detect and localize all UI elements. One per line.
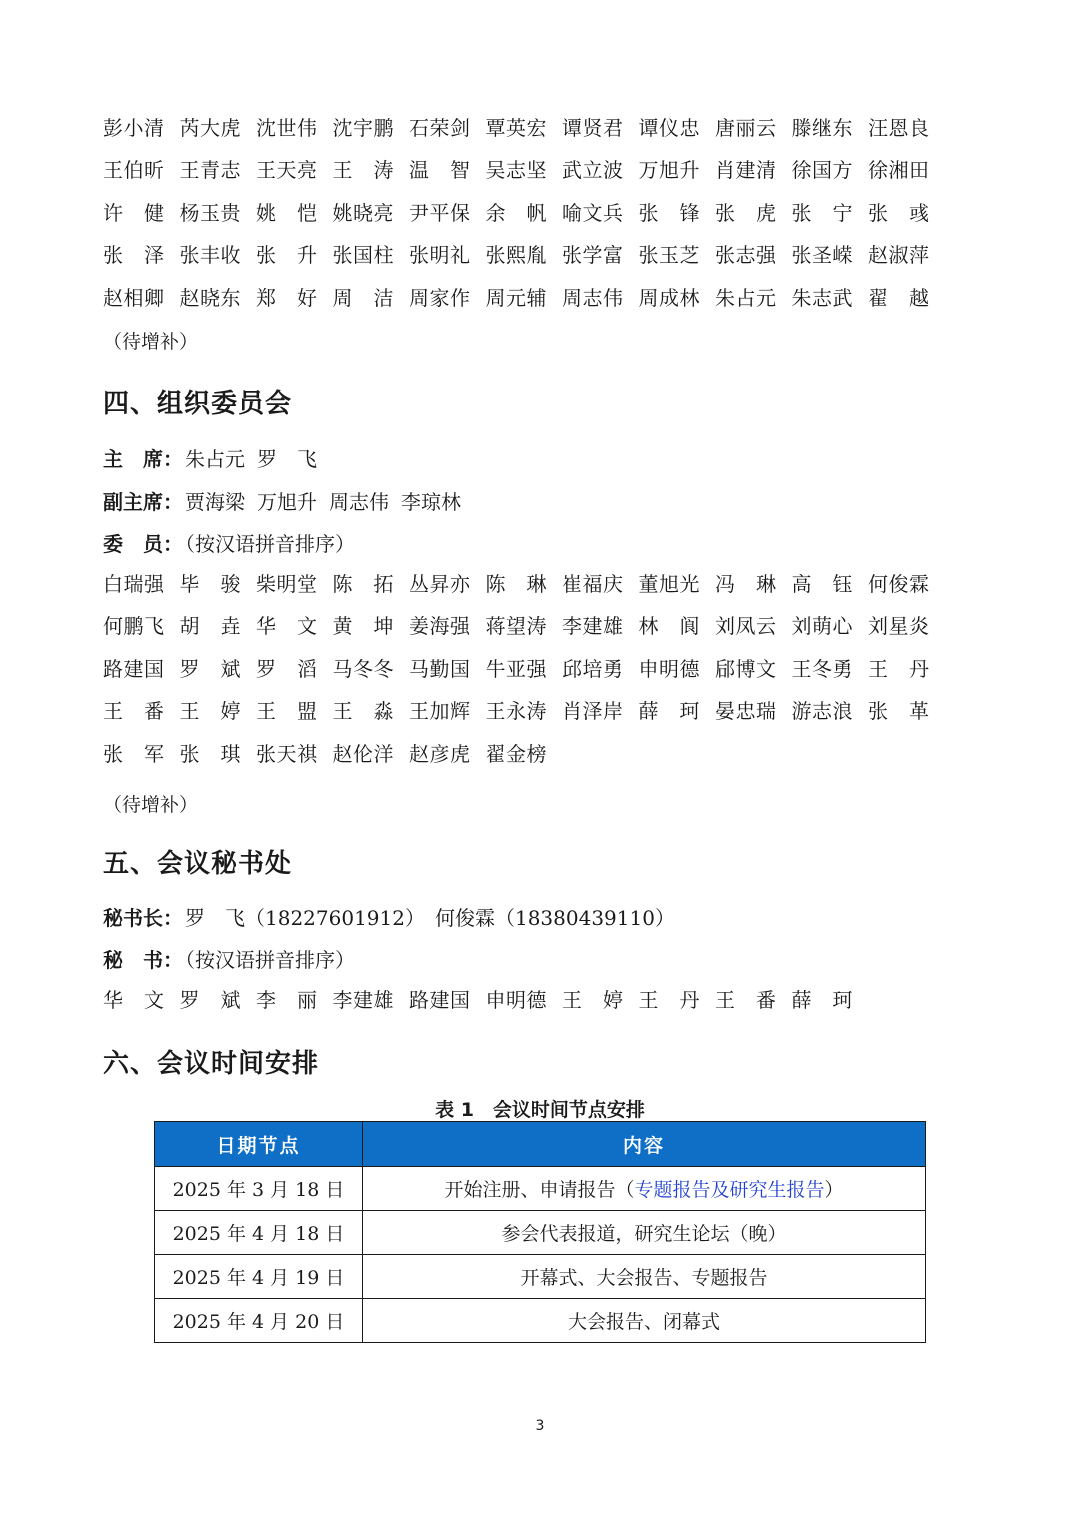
table-header-row xyxy=(155,1122,926,1167)
person-name: 晏忠瑞 xyxy=(715,699,777,724)
content-text: 大会报告、闭幕式 xyxy=(567,1311,720,1333)
person-name: 张 升 xyxy=(256,243,318,268)
person-name: 赵彦虎 xyxy=(409,741,471,766)
person-name: 朱占元 xyxy=(715,285,777,310)
person-name: 林 阆 xyxy=(638,614,700,639)
person-name: 张 宁 xyxy=(791,200,853,225)
person-name: 王伯昕 xyxy=(103,158,165,183)
date-cell: 2025 年 4 月 19 日 xyxy=(155,1255,363,1299)
schedule-table xyxy=(154,1121,926,1343)
person-name: 柴明堂 xyxy=(256,571,318,596)
person-name: 彭小清 xyxy=(103,115,165,140)
content-text: 开幕式、大会报告、专题报告 xyxy=(520,1267,768,1289)
person-name: 罗 斌 xyxy=(179,987,241,1012)
person-name: 许 健 xyxy=(103,200,165,225)
person-name: 赵相卿 xyxy=(103,285,165,310)
person-name: 王 丹 xyxy=(868,656,930,681)
person-name: 张 革 xyxy=(868,699,930,724)
committee-pending-note: （待增补） xyxy=(103,331,199,353)
person-name: 刘星炎 xyxy=(868,614,930,639)
person-name: 赵晓东 xyxy=(179,285,241,310)
person-name: 张 军 xyxy=(103,741,165,766)
person-name: 芮大虎 xyxy=(179,115,241,140)
person-name: 周元辅 xyxy=(485,285,547,310)
name-row xyxy=(103,148,933,191)
person-name: 崔福庆 xyxy=(562,571,624,596)
section-heading-schedule: 六、会议时间安排 xyxy=(103,1049,320,1079)
person-name: 申明德 xyxy=(638,656,700,681)
person-name: 肖泽岸 xyxy=(562,699,624,724)
person-name: 王 涛 xyxy=(332,158,394,183)
person-name: 翟 越 xyxy=(868,285,930,310)
person-name: 万旭升 xyxy=(638,158,700,183)
name-row xyxy=(103,275,933,318)
person-name: 王冬勇 xyxy=(791,656,853,681)
person-name: 王 丹 xyxy=(638,987,700,1012)
person-name: 高 钰 xyxy=(791,571,853,596)
committee-name-list xyxy=(103,105,933,318)
date-cell: 2025 年 3 月 18 日 xyxy=(155,1167,363,1211)
secretary-name-list xyxy=(103,977,933,1020)
content-text: 参会代表报道，研究生论坛（晚） xyxy=(501,1223,787,1245)
person-name: 王 番 xyxy=(715,987,777,1012)
person-name: 刘萌心 xyxy=(791,614,853,639)
person-name: 冯 琳 xyxy=(715,571,777,596)
person-name: 谭仪忠 xyxy=(638,115,700,140)
person-name: 张玉芝 xyxy=(638,243,700,268)
person-name: 武立波 xyxy=(562,158,624,183)
column-header-date: 日期节点 xyxy=(155,1122,363,1167)
person-name: 张 琪 xyxy=(179,741,241,766)
person-name: 张圣嵘 xyxy=(791,243,853,268)
person-name: 游志浪 xyxy=(791,699,853,724)
member-name-list xyxy=(103,561,933,774)
name-row xyxy=(103,561,933,604)
person-name: 赵伦洋 xyxy=(332,741,394,766)
person-name: 覃英宏 xyxy=(485,115,547,140)
person-name: 牛亚强 xyxy=(485,656,547,681)
secretary-sort-note: （按汉语拼音排序） xyxy=(185,948,355,972)
person-name: 张国柱 xyxy=(332,243,394,268)
person-name: 路建国 xyxy=(103,656,165,681)
person-name: 周志伟 xyxy=(562,285,624,310)
content-text: 开始注册、申请报告（ xyxy=(444,1179,635,1201)
secretary-general-line xyxy=(103,902,675,931)
person-name: 罗 滔 xyxy=(256,656,318,681)
person-name: 石荣剑 xyxy=(409,115,471,140)
person-name: 丛昇亦 xyxy=(409,571,471,596)
person-name: 李琼林 xyxy=(401,490,461,514)
person-name: 毕 骏 xyxy=(179,571,241,596)
name-row xyxy=(103,977,933,1020)
table-caption: 表 1 会议时间节点安排 xyxy=(435,1099,645,1121)
person-name: 姚晓亮 xyxy=(332,200,394,225)
section-heading-secretariat: 五、会议秘书处 xyxy=(103,849,293,879)
person-name: 罗 斌 xyxy=(179,656,241,681)
person-name: 张学富 xyxy=(562,243,624,268)
vice-chair-names xyxy=(185,490,473,514)
person-name: 沈世伟 xyxy=(256,115,318,140)
person-name: 胡 垚 xyxy=(179,614,241,639)
person-name: 王 婷 xyxy=(562,987,624,1012)
chair-label: 主 席： xyxy=(103,447,183,471)
person-name: 白瑞强 xyxy=(103,571,165,596)
secretary-general-contacts: 罗 飞（18227601912） 何俊霖（18380439110） xyxy=(185,906,675,930)
person-name: 沈宇鹏 xyxy=(332,115,394,140)
person-name: 邱培勇 xyxy=(562,656,624,681)
person-name: 朱占元 xyxy=(185,447,245,471)
person-name: 姚 恺 xyxy=(256,200,318,225)
person-name: 蒋望涛 xyxy=(485,614,547,639)
person-name: 喻文兵 xyxy=(562,200,624,225)
table-row xyxy=(155,1255,926,1299)
member-line xyxy=(103,528,355,557)
name-row xyxy=(103,689,933,732)
member-pending-note: （待增补） xyxy=(103,794,199,816)
person-name: 张明礼 xyxy=(409,243,471,268)
vice-chair-label: 副主席： xyxy=(103,490,183,514)
person-name: 姜海强 xyxy=(409,614,471,639)
secretary-line xyxy=(103,944,355,973)
person-name: 尹平保 xyxy=(409,200,471,225)
person-name: 黄 坤 xyxy=(332,614,394,639)
secretary-label: 秘 书： xyxy=(103,948,183,972)
person-name: 万旭升 xyxy=(257,490,317,514)
content-cell xyxy=(363,1255,926,1299)
person-name: 张 彧 xyxy=(868,200,930,225)
person-name: 李建雄 xyxy=(562,614,624,639)
vice-chair-line xyxy=(103,486,473,515)
person-name: 路建国 xyxy=(409,987,471,1012)
person-name: 杨玉贵 xyxy=(179,200,241,225)
person-name: 王天亮 xyxy=(256,158,318,183)
person-name: 何俊霖 xyxy=(868,571,930,596)
person-name: 朱志武 xyxy=(791,285,853,310)
person-name: 华 文 xyxy=(103,987,165,1012)
person-name: 张熙胤 xyxy=(485,243,547,268)
secretary-general-label: 秘书长： xyxy=(103,906,183,930)
person-name: 周成林 xyxy=(638,285,700,310)
person-name: 张志强 xyxy=(715,243,777,268)
person-name: 李建雄 xyxy=(332,987,394,1012)
person-name: 王 番 xyxy=(103,699,165,724)
person-name: 申明德 xyxy=(485,987,547,1012)
table-row xyxy=(155,1211,926,1255)
person-name: 华 文 xyxy=(256,614,318,639)
person-name: 张 锋 xyxy=(638,200,700,225)
date-cell: 2025 年 4 月 18 日 xyxy=(155,1211,363,1255)
person-name: 吴志坚 xyxy=(485,158,547,183)
table-row xyxy=(155,1167,926,1211)
person-name: 张 泽 xyxy=(103,243,165,268)
person-name: 唐丽云 xyxy=(715,115,777,140)
person-name: 周家作 xyxy=(409,285,471,310)
person-name: 陈 琳 xyxy=(485,571,547,596)
person-name: 张天祺 xyxy=(256,741,318,766)
person-name: 滕继东 xyxy=(791,115,853,140)
name-row xyxy=(103,731,933,774)
person-name: 薛 珂 xyxy=(638,699,700,724)
person-name: 温 智 xyxy=(409,158,471,183)
person-name: 王加辉 xyxy=(409,699,471,724)
person-name: 周 洁 xyxy=(332,285,394,310)
person-name: 王 盟 xyxy=(256,699,318,724)
chair-names xyxy=(185,447,329,471)
section-heading-organizing-committee: 四、组织委员会 xyxy=(103,389,293,419)
person-name: 徐国方 xyxy=(791,158,853,183)
person-name: 何鹏飞 xyxy=(103,614,165,639)
person-name: 郑 好 xyxy=(256,285,318,310)
person-name: 刘凤云 xyxy=(715,614,777,639)
person-name: 王 淼 xyxy=(332,699,394,724)
member-sort-note: （按汉语拼音排序） xyxy=(185,532,355,556)
person-name: 王青志 xyxy=(179,158,241,183)
person-name: 谭贤君 xyxy=(562,115,624,140)
content-cell xyxy=(363,1211,926,1255)
content-cell xyxy=(363,1167,926,1211)
person-name: 王 婷 xyxy=(179,699,241,724)
person-name: 赵淑萍 xyxy=(868,243,930,268)
person-name: 薛 珂 xyxy=(791,987,853,1012)
person-name: 王永涛 xyxy=(485,699,547,724)
chair-line xyxy=(103,443,329,472)
person-name: 张 虎 xyxy=(715,200,777,225)
name-row xyxy=(103,190,933,233)
person-name: 董旭光 xyxy=(638,571,700,596)
person-name: 张丰收 xyxy=(179,243,241,268)
name-row xyxy=(103,604,933,647)
person-name: 郈博文 xyxy=(715,656,777,681)
page-number: 3 xyxy=(535,1418,545,1434)
person-name: 贾海梁 xyxy=(185,490,245,514)
person-name: 余 帆 xyxy=(485,200,547,225)
column-header-content: 内容 xyxy=(363,1122,926,1167)
person-name: 徐湘田 xyxy=(868,158,930,183)
date-cell: 2025 年 4 月 20 日 xyxy=(155,1299,363,1343)
highlighted-text: 专题报告及研究生报告 xyxy=(634,1179,825,1201)
person-name: 罗 飞 xyxy=(257,447,317,471)
person-name: 李 丽 xyxy=(256,987,318,1012)
name-row xyxy=(103,233,933,276)
table-row xyxy=(155,1299,926,1343)
member-label: 委 员： xyxy=(103,532,183,556)
content-cell xyxy=(363,1299,926,1343)
name-row xyxy=(103,105,933,148)
person-name: 翟金榜 xyxy=(485,741,547,766)
content-text: ） xyxy=(824,1179,844,1201)
person-name: 周志伟 xyxy=(329,490,389,514)
person-name: 陈 拓 xyxy=(332,571,394,596)
person-name: 肖建清 xyxy=(715,158,777,183)
person-name: 汪恩良 xyxy=(868,115,930,140)
person-name: 马勤国 xyxy=(409,656,471,681)
name-row xyxy=(103,646,933,689)
person-name: 马冬冬 xyxy=(332,656,394,681)
